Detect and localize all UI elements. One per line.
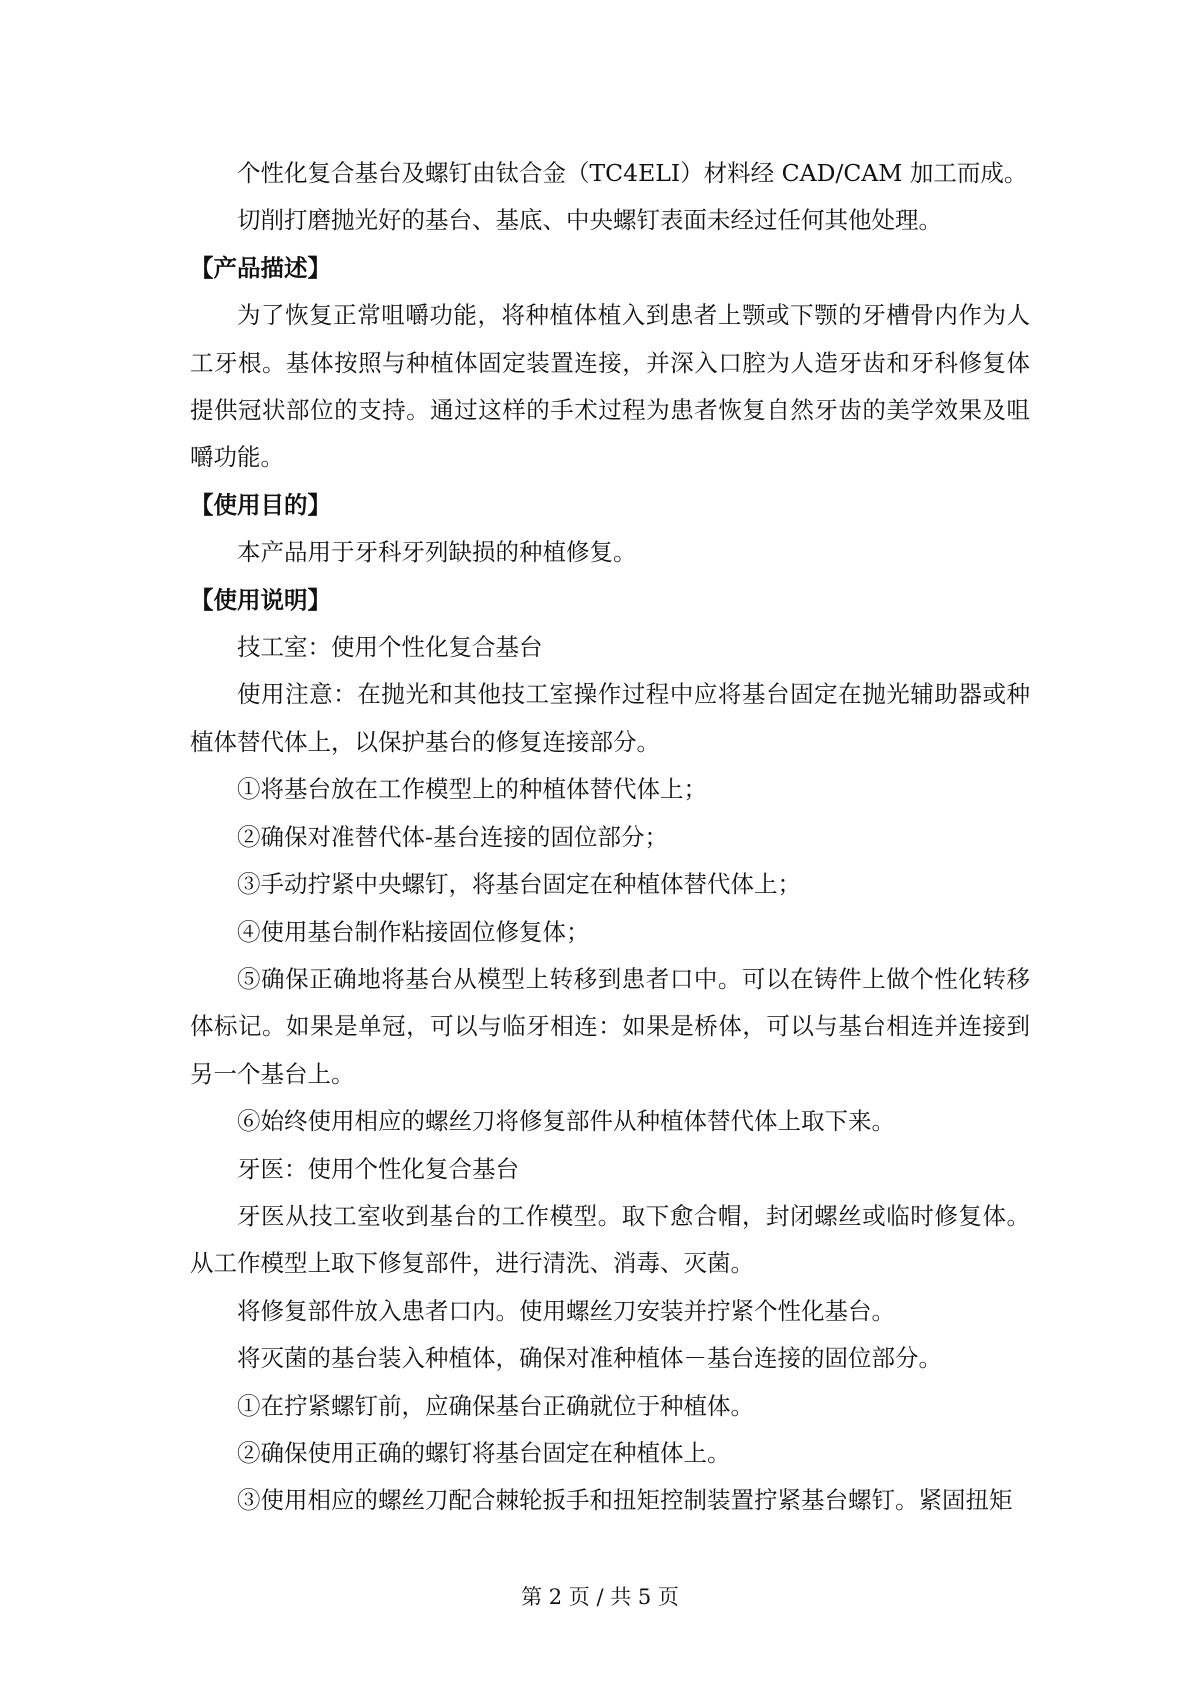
paragraph-material: 个性化复合基台及螺钉由钛合金（TC4ELI）材料经 CAD/CAM 加工而成。 [237, 159, 1028, 187]
page-number-footer: 第 2 页 / 共 5 页 [521, 1585, 679, 1609]
list-item-dentist-2: ②确保使用正确的螺钉将基台固定在种植体上。 [237, 1438, 731, 1467]
list-item-lab-5: ⑤确保正确地将基台从模型上转移到患者口中。可以在铸件上做个性化转移体标记。如果是单冠，可以与临牙相连：如果是桥体，可以与基台相连并连接到另一个基台上。 [190, 964, 1030, 1088]
list-item-lab-1: ①将基台放在工作模型上的种植体替代体上； [237, 775, 707, 804]
paragraph-product-description: 为了恢复正常咀嚼功能，将种植体植入到患者上颚或下颚的牙槽骨内作为人工牙根。基体按照与种植体固定装置连接，并深入口腔为人造牙齿和牙科修复体提供冠状部位的支持。通过这样的手术过程为患者恢复自然牙齿的美学效果及咀嚼功能。 [190, 301, 1030, 472]
paragraph-lab-caution: 使用注意：在抛光和其他技工室操作过程中应将基台固定在抛光辅助器或种植体替代体上，以保护基台的修复连接部分。 [190, 680, 1030, 756]
paragraph-surface: 切削打磨抛光好的基台、基底、中央螺钉表面未经过任何其他处理。 [237, 206, 942, 235]
list-item-lab-4: ④使用基台制作粘接固位修复体； [237, 917, 590, 946]
paragraph-dentist-install: 将灭菌的基台装入种植体，确保对准种植体－基台连接的固位部分。 [237, 1344, 942, 1373]
section-heading-intended-use: 【使用目的】 [190, 490, 331, 519]
paragraph-dentist-receive: 牙医从技工室收到基台的工作模型。取下愈合帽，封闭螺丝或临时修复体。从工作模型上取下修复部件，进行清洗、消毒、灭菌。 [190, 1201, 1030, 1278]
list-item-dentist-3: ③使用相应的螺丝刀配合棘轮扳手和扭矩控制装置拧紧基台螺钉。紧固扭矩 [237, 1486, 1013, 1515]
list-item-dentist-1: ①在拧紧螺钉前，应确保基台正确就位于种植体。 [237, 1391, 754, 1420]
paragraph-intended-use: 本产品用于牙科牙列缺损的种植修复。 [237, 538, 637, 567]
section-heading-instructions: 【使用说明】 [190, 585, 331, 614]
document-body [190, 150, 1030, 1525]
list-item-lab-6: ⑥始终使用相应的螺丝刀将修复部件从种植体替代体上取下来。 [237, 1107, 895, 1136]
list-item-lab-3: ③手动拧紧中央螺钉，将基台固定在种植体替代体上； [237, 870, 801, 899]
paragraph-dentist-title: 牙医：使用个性化复合基台 [237, 1154, 519, 1183]
section-heading-product-description: 【产品描述】 [190, 253, 331, 282]
paragraph-lab-title: 技工室：使用个性化复合基台 [237, 633, 543, 662]
list-item-lab-2: ②确保对准替代体-基台连接的固位部分； [237, 822, 668, 851]
paragraph-dentist-place: 将修复部件放入患者口内。使用螺丝刀安装并拧紧个性化基台。 [237, 1296, 895, 1325]
